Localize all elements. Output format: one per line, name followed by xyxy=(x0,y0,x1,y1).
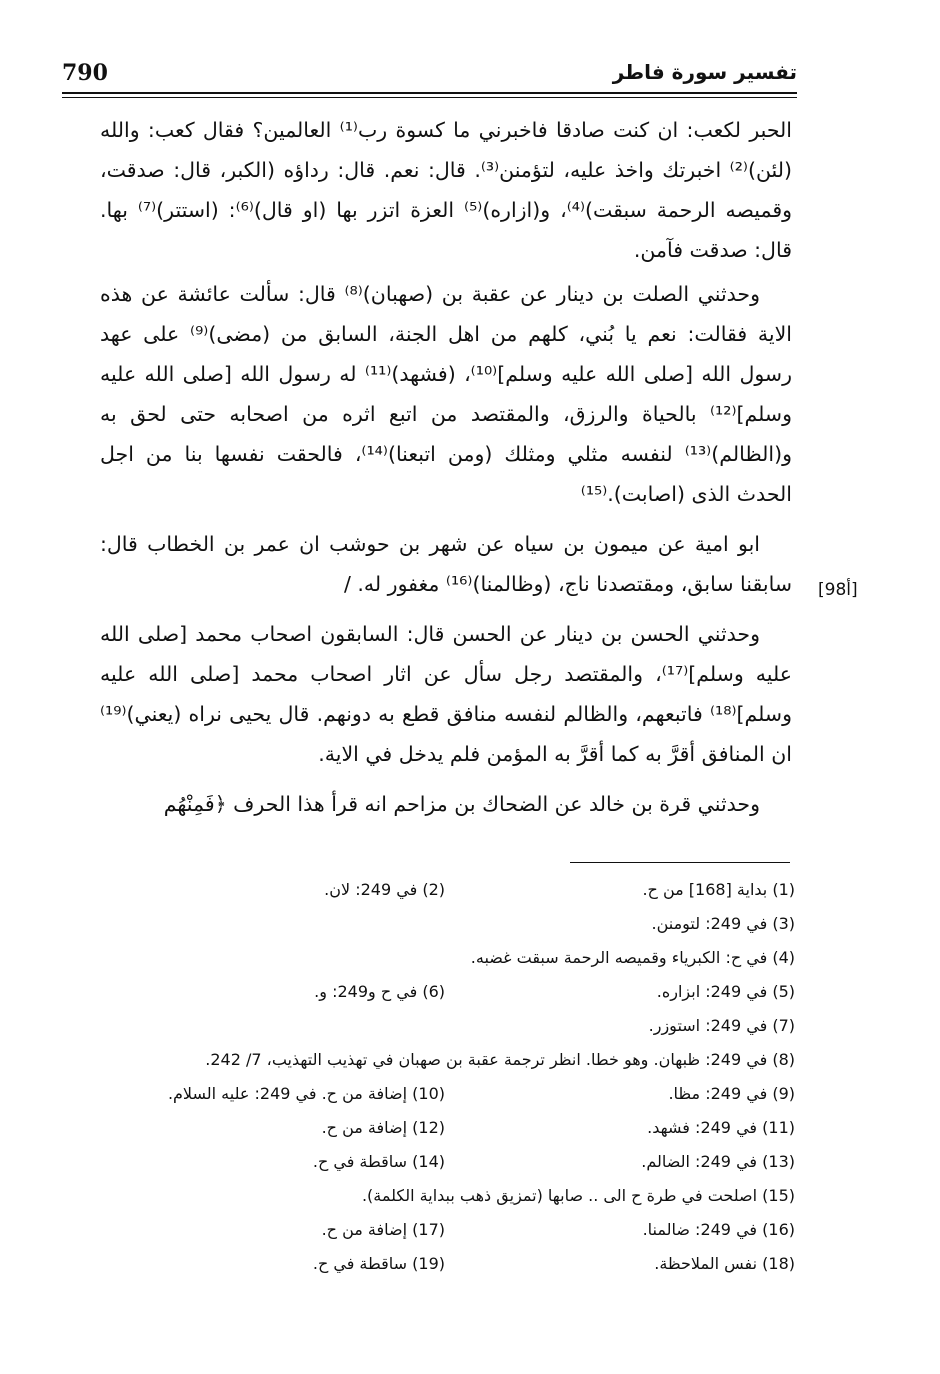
footnote: (11) في 249: فشهد. xyxy=(647,1117,795,1137)
header-rule-thin xyxy=(62,97,797,98)
footnote: (17) إضافة من ح. xyxy=(321,1219,445,1239)
footnote: (7) في 249: استوزر. xyxy=(648,1015,795,1035)
footnote: (10) إضافة من ح. في 249: عليه السلام. xyxy=(167,1083,445,1103)
footnote: (6) في ح و249: و. xyxy=(314,981,445,1001)
footnote-separator xyxy=(570,862,790,863)
footnote-row xyxy=(95,974,795,1008)
footnote: (8) في 249: ظبهان. وهو خطا. انظر ترجمة عقبة بن صهبان في تهذيب التهذيب، 7/ 242. xyxy=(205,1049,795,1069)
running-title: تفسير سورة فاطر xyxy=(612,60,797,84)
footnote-row xyxy=(95,1076,795,1110)
footnote-row xyxy=(95,1008,795,1042)
page-header xyxy=(62,52,797,92)
header-rule-thick xyxy=(62,92,797,94)
footnote-row xyxy=(95,940,795,974)
footnote: (2) في 249: لان. xyxy=(324,879,445,899)
paragraph-aisha: وحدثني الصلت بن دينار عن عقبة بن (صهبان)⁽⁸⁾ قال: سألت عائشة عن هذه الاية فقالت: نعم يا بُني، كلهم من اهل الجنة، السابق من (مضى)⁽⁹⁾ على عهد رسول الله [صلى الله عليه وسلم]⁽¹⁰⁾، (فشهد)⁽¹¹⁾ له رسول الله [صلى الله عليه وسلم]⁽¹²⁾ بالحياة والرزق، والمقتصد من اتبع اثره من اصحابه حتى لحق به و(الظالم)⁽¹³⁾ لنفسه مثلي ومثلك (ومن اتبعنا)⁽¹⁴⁾، فالحقت نفسها بنا من اجل الحدث الذى (اصابت).⁽¹⁵⁾ xyxy=(100,282,793,506)
footnote: (9) في 249: مظا. xyxy=(668,1083,795,1103)
page-number: 790 xyxy=(62,60,108,86)
footnote: (3) في 249: لتومنن. xyxy=(651,913,795,933)
footnote: (14) ساقطة في ح. xyxy=(312,1151,445,1171)
footnote-row xyxy=(95,1042,795,1076)
footnotes xyxy=(95,872,795,1280)
manuscript-folio-marker: [98أ] xyxy=(818,580,858,600)
footnote-row xyxy=(95,906,795,940)
paragraph-umar: ابو امية عن ميمون بن سياه عن شهر بن حوشب ان عمر بن الخطاب قال: سابقنا سابق، ومقتصدنا ناج، (وظالمنا)⁽¹⁶⁾ مغفور له. / xyxy=(100,532,792,596)
footnote: (5) في 249: ابزاره. xyxy=(656,981,795,1001)
footnote: (13) في 249: الضالم. xyxy=(641,1151,795,1171)
footnote-row xyxy=(95,1178,795,1212)
footnote: (1) بداية [168] من ح. xyxy=(642,879,795,899)
body-text xyxy=(100,110,792,834)
footnote: (4) في ح: الكبرياء وقميصه الرحمة سبقت غضبه. xyxy=(470,947,795,967)
footnote-row xyxy=(95,872,795,906)
footnote-row xyxy=(95,1212,795,1246)
footnote: (15) اصلحت في طرة ح الى .. صابها (تمزيق ذهب ببداية الكلمة). xyxy=(361,1185,795,1205)
footnote-row xyxy=(95,1110,795,1144)
paragraph-hasan: وحدثني الحسن بن دينار عن الحسن قال: السابقون اصحاب محمد [صلى الله عليه وسلم]⁽¹⁷⁾، والمقتصد رجل سأل عن اثار اصحاب محمد [صلى الله عليه وسلم]⁽¹⁸⁾ فاتبعهم، والظالم لنفسه منافق قطع به دونهم. قال يحيى نراه (يعني)⁽¹⁹⁾ ان المنافق أقرَّ به كما أقرَّ به المؤمن فلم يدخل في الاية. xyxy=(100,622,792,766)
footnote: (16) في 249: ضالمنا. xyxy=(642,1219,795,1239)
paragraph-qurra: وحدثني قرة بن خالد عن الضحاك بن مزاحم انه قرأ هذا الحرف ﴿فَمِنْهُم xyxy=(163,792,760,816)
paragraph-kaab: الحبر لكعب: ان كنت صادقا فاخبرني ما كسوة رب⁽¹⁾ العالمين؟ فقال كعب: والله (لئن)⁽²⁾ اخبرتك واخذ عليه، لتؤمنن⁽³⁾. قال: نعم. قال: رداؤه (الكبر، قال: صدقت، وقميصه الرحمة سبقت)⁽⁴⁾، و(ازاره)⁽⁵⁾ العزة اتزر بها (او قال)⁽⁶⁾: (استتر)⁽⁷⁾ بها. قال: صدقت فآمن. xyxy=(100,118,793,262)
footnote-row xyxy=(95,1144,795,1178)
footnote: (12) إضافة من ح. xyxy=(321,1117,445,1137)
footnote-row xyxy=(95,1246,795,1280)
footnote: (19) ساقطة في ح. xyxy=(312,1253,445,1273)
footnote: (18) نفس الملاحظة. xyxy=(654,1253,795,1273)
